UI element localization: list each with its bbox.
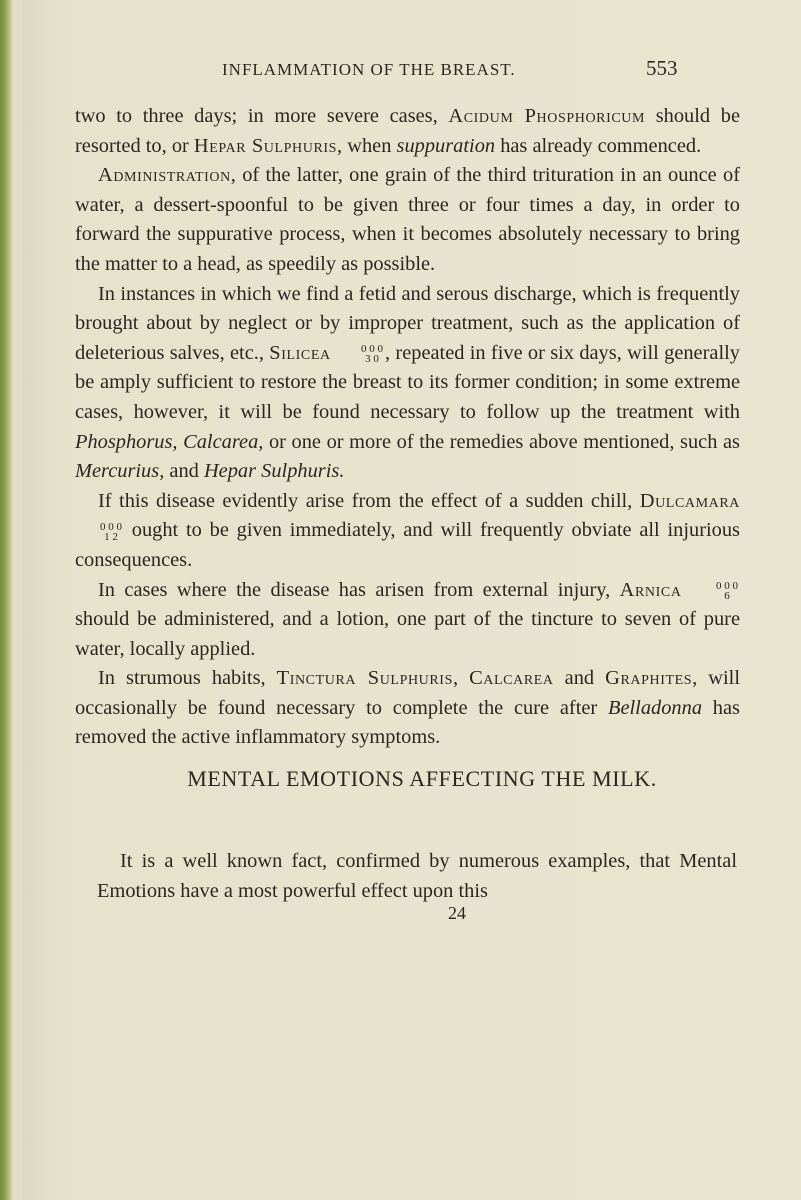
dose-fraction: 0 0 0 1 2 bbox=[100, 520, 122, 543]
text-run: or one or more of the remedies above mentioned, such as bbox=[263, 430, 740, 453]
text-run: two to three days; in more severe cases, bbox=[75, 105, 449, 127]
paragraph-1 bbox=[75, 102, 740, 161]
text-run: has removed the active inflammatory symptoms. bbox=[75, 696, 740, 749]
text-run: , of the latter, one grain of the third trituration in an ounce of water, a dessert-spoonful to be given three or four times a day, in order to forward the suppurative process, when it becomes absolutely necessary to bring the matter to a head, as speedily as possible. bbox=[75, 164, 740, 275]
section-heading: MENTAL EMOTIONS AFFECTING THE MILK. bbox=[187, 766, 657, 791]
text-run: , repeated in five or six days, will generally be amply sufficient to restore the breast to its former condition; in some extreme cases, however, it will be found necessary to follow up the treatment with bbox=[75, 341, 740, 423]
text-run: In instances in which we find a fetid and serous discharge, which is frequently brought about by neglect or by improper treatment, such as the application of deleterious salves, etc., bbox=[75, 282, 740, 364]
paragraph-3 bbox=[75, 280, 740, 487]
text-run: ought to be given immediately, and will frequently obviate all injurious consequences. bbox=[75, 519, 740, 571]
text-run: , will occasionally be found necessary to complete the cure after bbox=[75, 667, 741, 719]
remedy-name: Tinctura Sulphuris bbox=[276, 667, 453, 690]
italic-term: Mercurius, bbox=[75, 460, 165, 483]
remedy-name: Calcarea bbox=[469, 667, 554, 690]
book-binding-edge bbox=[0, 0, 12, 1200]
body-text bbox=[75, 102, 740, 753]
dose-fraction: 0 0 0 3 0 bbox=[361, 343, 383, 366]
text-run: If this disease evidently arise from the effect of a sudden chill, bbox=[98, 489, 640, 512]
italic-term: Belladonna bbox=[608, 696, 703, 719]
text-run: should be administered, and a lotion, one part of the tincture to seven of pure water, locally applied. bbox=[75, 608, 740, 660]
remedy-name: Hepar Sulphuris bbox=[193, 134, 338, 157]
remedy-name: Dulcamara bbox=[639, 489, 740, 512]
signature-mark: 24 bbox=[448, 903, 466, 923]
text-run: In strumous habits, bbox=[98, 667, 277, 690]
dose-fraction: 0 0 0 6 bbox=[716, 579, 739, 602]
text-run: has already commenced. bbox=[495, 134, 702, 157]
lower-body-text bbox=[97, 847, 737, 906]
paragraph-2 bbox=[75, 161, 740, 279]
paragraph-7: It is a well known fact, confirmed by numerous examples, that Mental Emotions have a most powerful effect upon this bbox=[97, 850, 737, 902]
running-title: INFLAMMATION OF THE BREAST. bbox=[222, 60, 516, 79]
text-run: , when bbox=[337, 134, 397, 157]
italic-term: Phosphorus, Calcarea, bbox=[75, 430, 264, 453]
remedy-name: Graphites bbox=[605, 667, 693, 690]
text-run: In cases where the disease has arisen from external injury, bbox=[98, 578, 620, 601]
remedy-name: Silicea bbox=[269, 341, 331, 364]
page-number: 553 bbox=[646, 56, 678, 80]
paragraph-6 bbox=[75, 664, 740, 753]
section-lead: Administration bbox=[98, 164, 231, 187]
paragraph-5 bbox=[75, 576, 740, 665]
text-run: should be resorted to, or bbox=[75, 105, 741, 157]
text-run: , bbox=[452, 667, 470, 690]
italic-term: Hepar Sulphuris. bbox=[203, 460, 345, 483]
text-run: and bbox=[553, 667, 606, 690]
italic-term: suppuration bbox=[396, 134, 496, 157]
text-run: and bbox=[164, 460, 204, 483]
book-page bbox=[22, 0, 801, 1200]
remedy-name: Arnica bbox=[619, 578, 682, 601]
remedy-name: Acidum Phosphoricum bbox=[448, 105, 646, 127]
paragraph-4 bbox=[75, 487, 740, 576]
